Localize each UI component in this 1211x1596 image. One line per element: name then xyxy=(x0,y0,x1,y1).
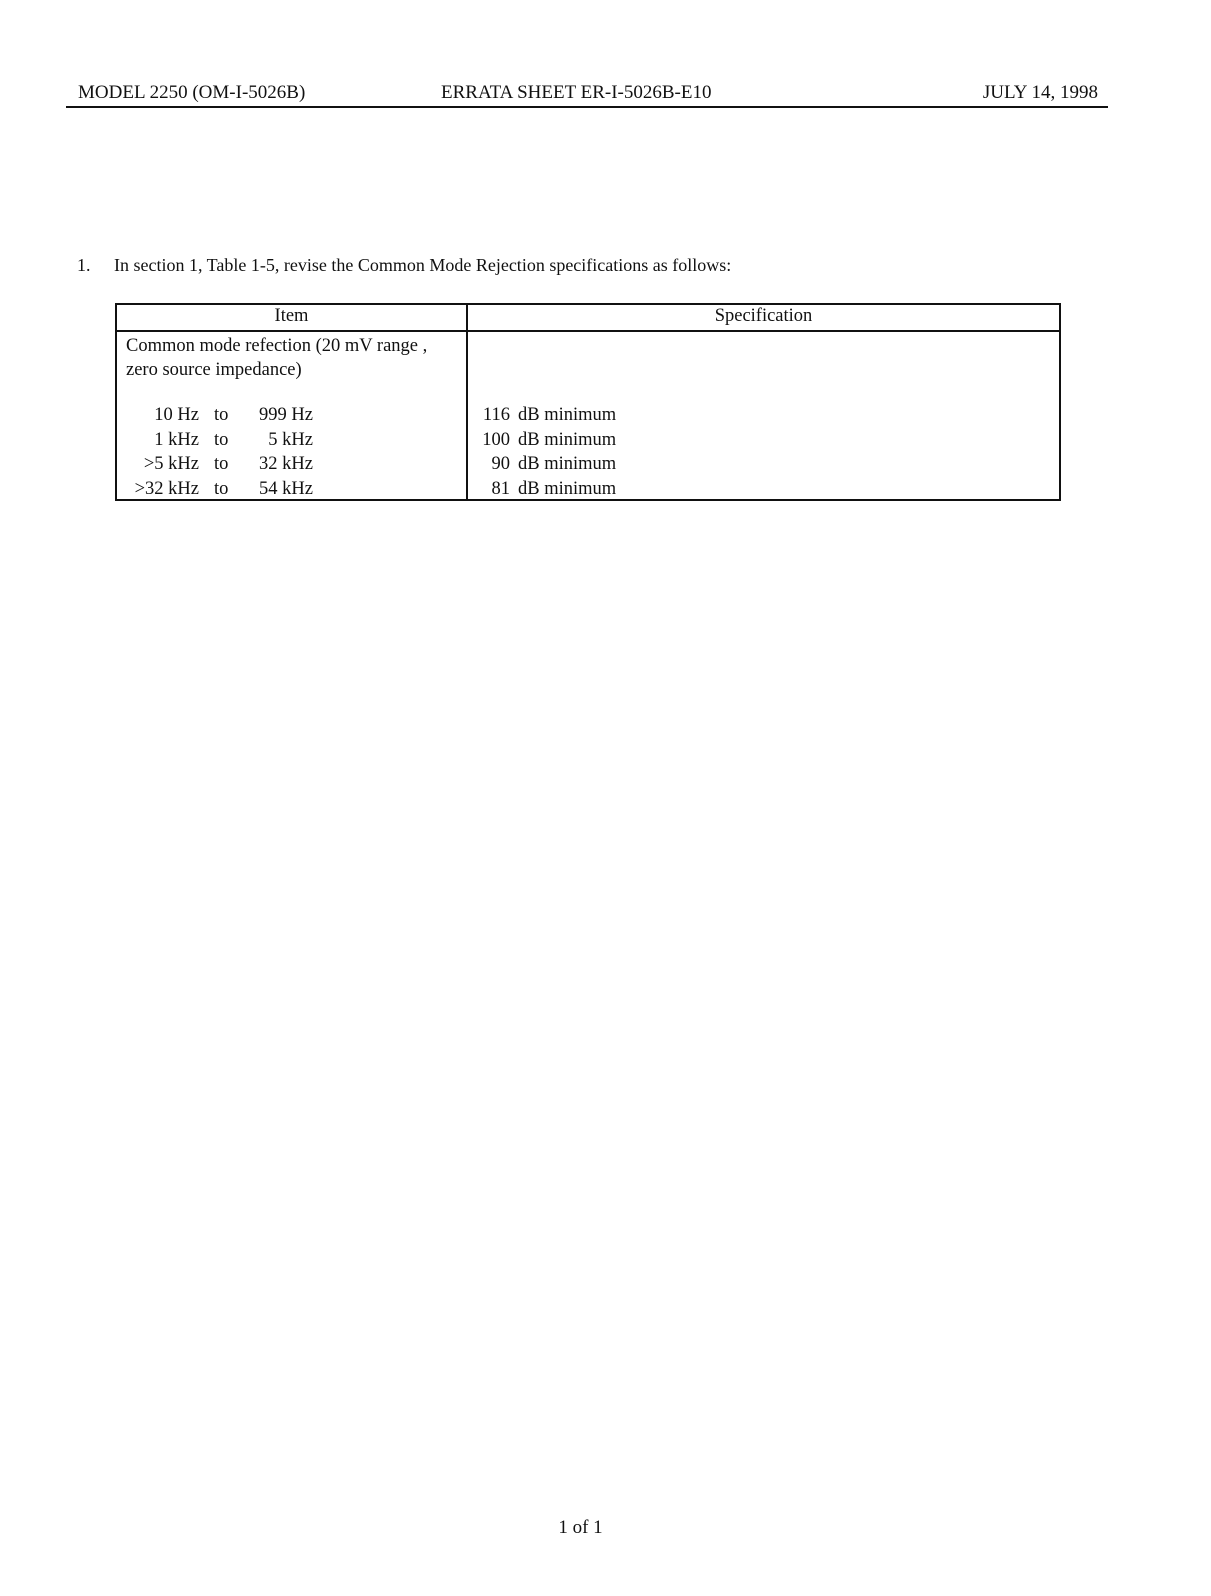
item-description-line: zero source impedance) xyxy=(126,360,302,380)
instruction-text: In section 1, Table 1-5, revise the Common Mode Rejection specifications as follows: xyxy=(114,255,732,275)
spec-value: 90 xyxy=(491,454,510,474)
range-to: to xyxy=(214,454,229,474)
spec-unit: dB minimum xyxy=(518,454,617,474)
header-date: JULY 14, 1998 xyxy=(982,82,1098,103)
page-header xyxy=(66,80,1108,108)
page-footer xyxy=(0,1517,1211,1539)
range-from: >32 kHz xyxy=(134,478,199,499)
range-to: to xyxy=(214,478,229,499)
spec-unit: dB minimum xyxy=(518,478,617,499)
table-row xyxy=(117,454,1059,479)
spec-value: 116 xyxy=(482,405,510,425)
table-row xyxy=(117,405,1059,430)
spec-value: 100 xyxy=(482,429,510,450)
instruction-number: 1. xyxy=(77,255,91,275)
spec-unit: dB minimum xyxy=(518,429,617,450)
table-header-row xyxy=(117,305,1059,332)
spec-value: 81 xyxy=(491,478,510,499)
range-to: to xyxy=(214,405,229,425)
range-from: 1 kHz xyxy=(154,429,199,450)
table-row xyxy=(117,430,1059,455)
range-from: 10 Hz xyxy=(154,405,199,425)
item-description xyxy=(126,334,461,382)
range-until: 5 kHz xyxy=(268,429,313,450)
table-row xyxy=(117,479,1059,504)
range-to: to xyxy=(214,429,229,450)
header-model: MODEL 2250 (OM-I-5026B) xyxy=(78,82,306,103)
table-rows xyxy=(117,405,1059,503)
spec-unit: dB minimum xyxy=(518,405,617,425)
spec-table xyxy=(115,303,1061,501)
range-from: >5 kHz xyxy=(143,454,199,474)
table-header-specification: Specification xyxy=(714,306,813,326)
table-header-item: Item xyxy=(274,306,309,326)
item-description-line: Common mode refection (20 mV range , xyxy=(126,336,428,356)
range-until: 54 kHz xyxy=(259,478,313,499)
page-number: 1 of 1 xyxy=(558,1517,603,1538)
range-until: 999 Hz xyxy=(259,405,313,425)
range-until: 32 kHz xyxy=(259,454,313,474)
header-errata-sheet: ERRATA SHEET ER-I-5026B-E10 xyxy=(441,82,712,103)
